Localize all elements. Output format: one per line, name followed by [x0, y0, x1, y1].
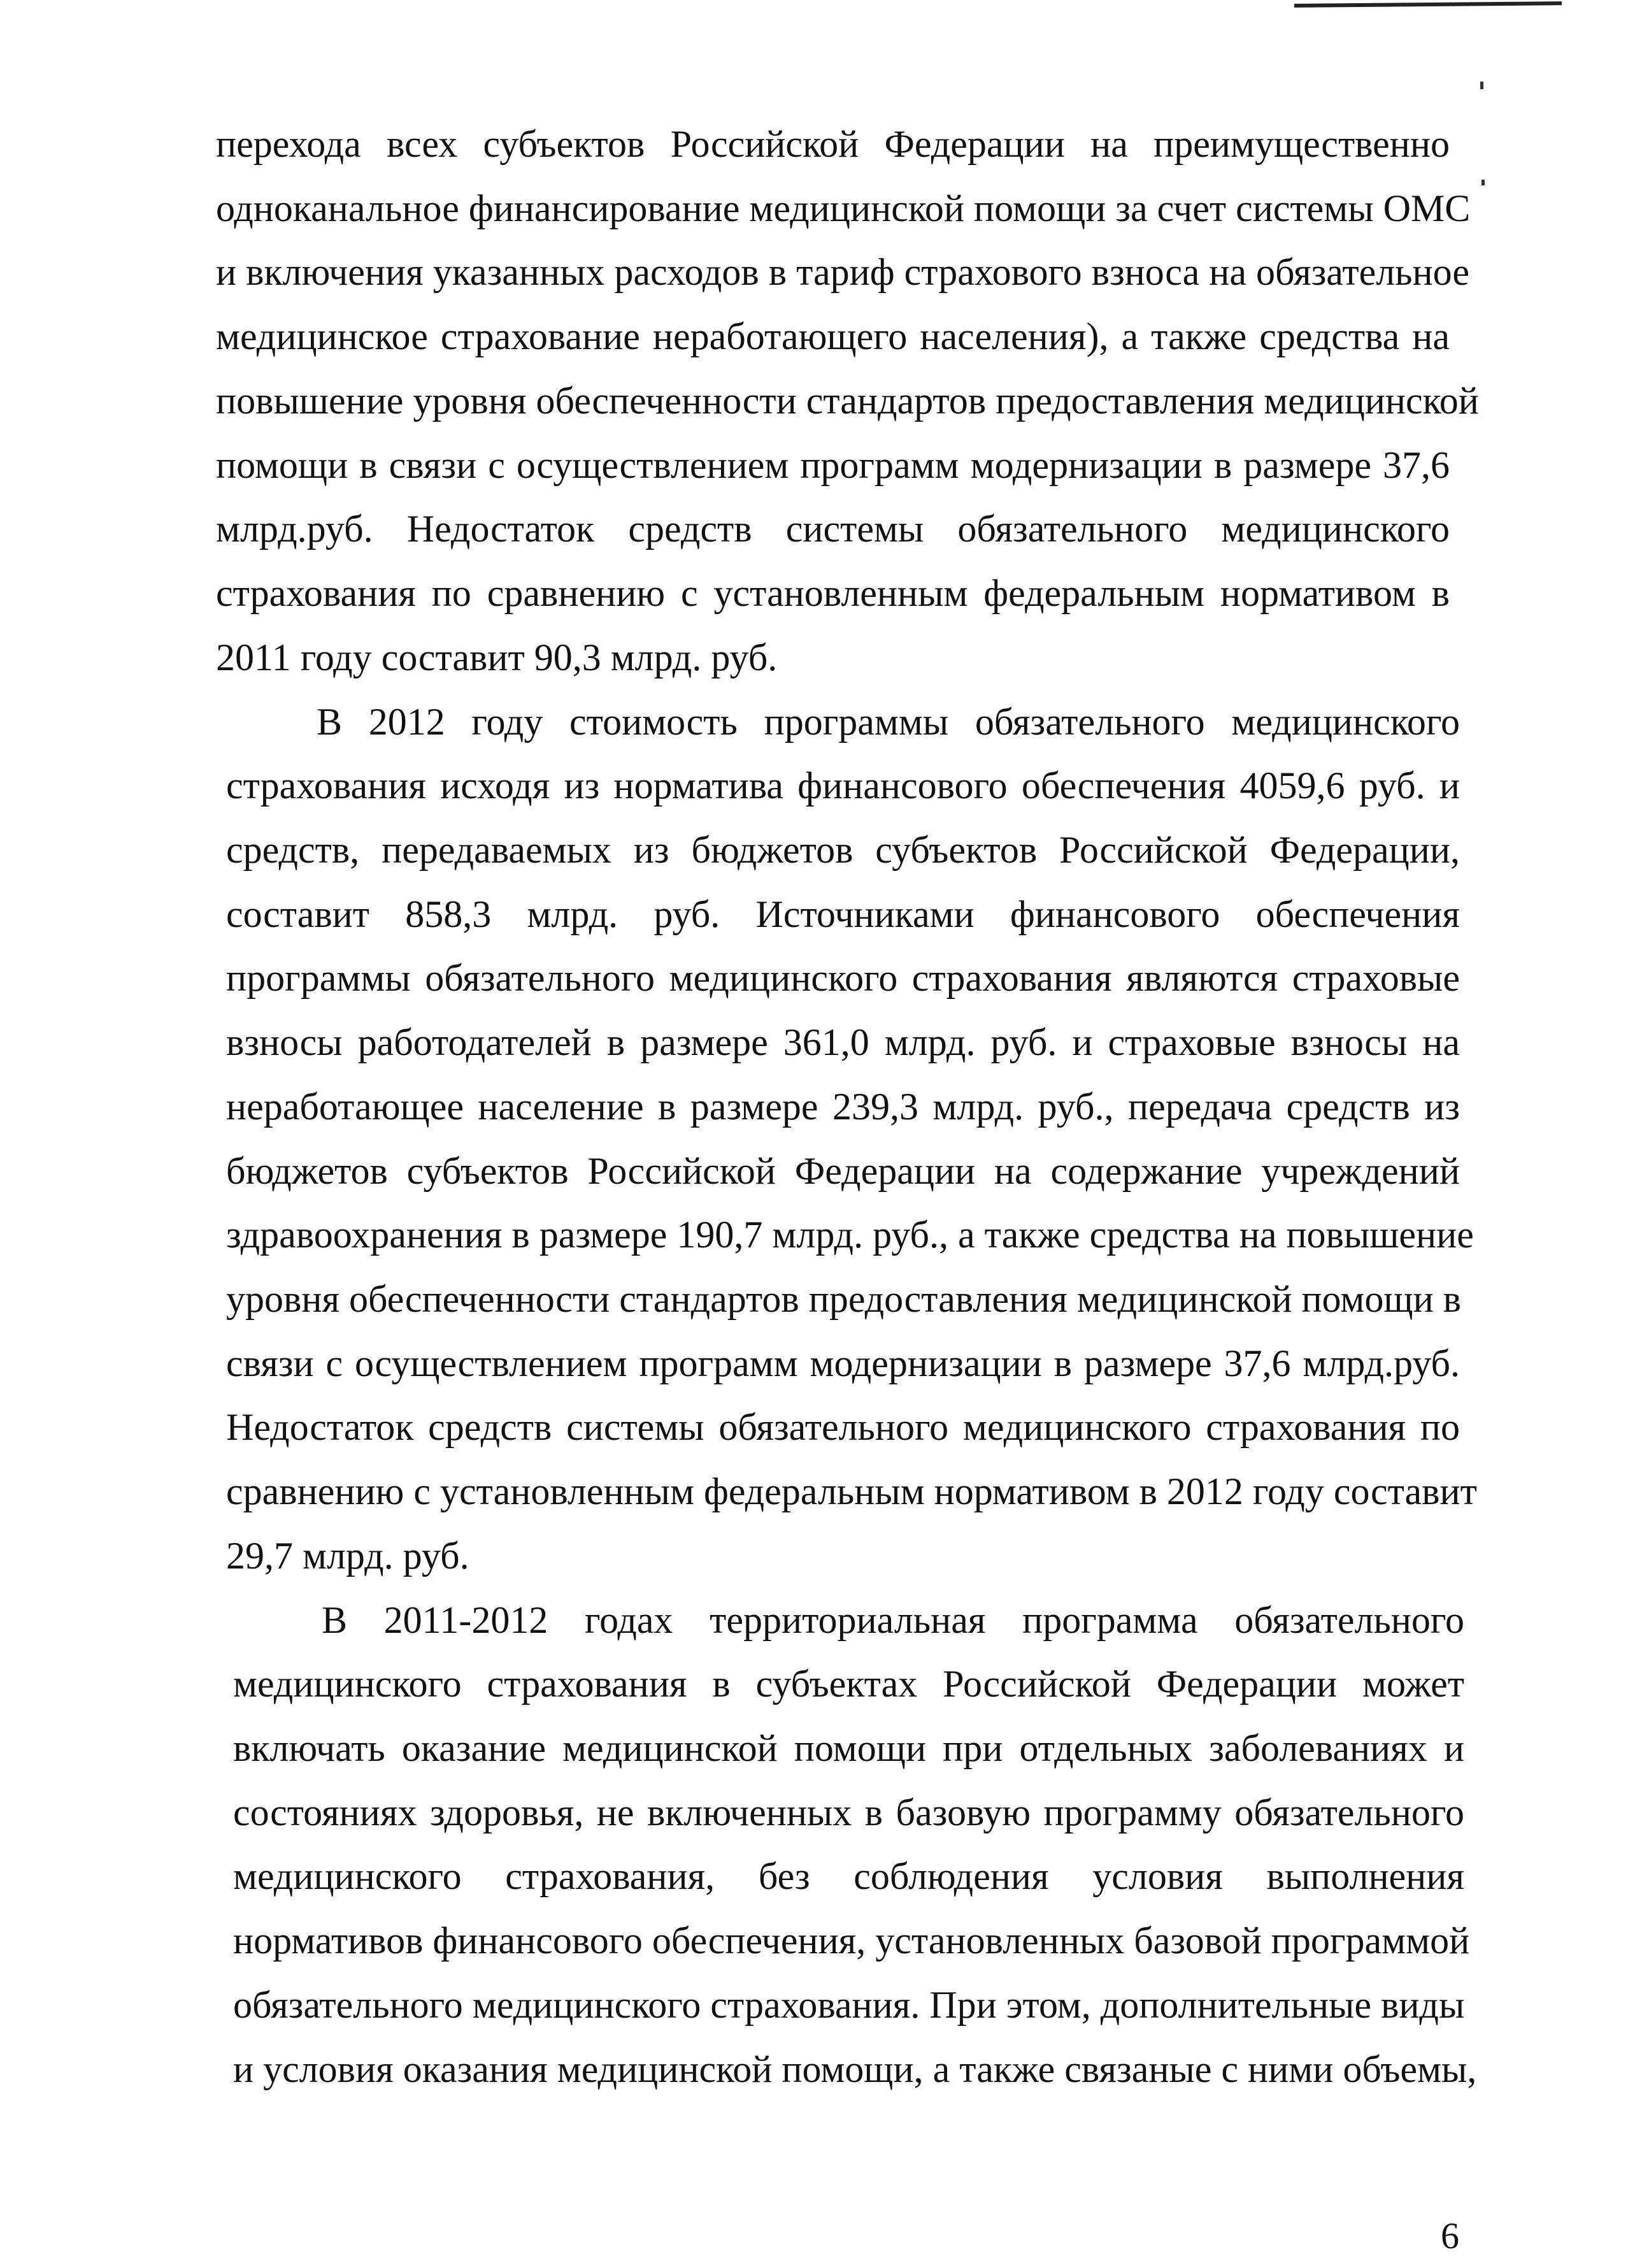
text-line: программы обязательного медицинского страхования являются страховые: [226, 957, 1460, 999]
scan-edge-line: [1294, 1, 1562, 8]
text-line: и включения указанных расходов в тариф страхового взноса на обязательное: [216, 251, 1470, 293]
text-line: состояниях здоровья, не включенных в базовую программу обязательного: [233, 1791, 1464, 1834]
text-line: сравнению с установленным федеральным нормативом в 2012 году составит: [226, 1470, 1477, 1512]
text-line: нормативов финансового обеспечения, установленных базовой программой: [233, 1920, 1470, 1962]
text-line: повышение уровня обеспеченности стандартов предоставления медицинской: [216, 380, 1479, 422]
text-line: Недостаток средств системы обязательного медицинского страхования по: [226, 1406, 1460, 1448]
text-line: связи с осуществлением программ модернизации в размере 37,6 млрд.руб.: [226, 1342, 1460, 1384]
text-line: и условия оказания медицинской помощи, а также связаные с ними объемы,: [233, 2048, 1477, 2090]
text-line: перехода всех субъектов Российской Федерации на преимущественно: [216, 123, 1450, 165]
text-line: здравоохранения в размере 190,7 млрд. руб., а также средства на повышение: [226, 1214, 1474, 1256]
text-line: одноканальное финансирование медицинской помощи за счет системы ОМС: [216, 187, 1471, 229]
text-line: бюджетов субъектов Российской Федерации на содержание учреждений: [226, 1150, 1460, 1192]
text-line: В 2012 году стоимость программы обязательного медицинского: [317, 701, 1460, 743]
text-line: неработающее население в размере 239,3 млрд. руб., передача средств из: [226, 1086, 1460, 1128]
text-line: страхования исходя из норматива финансового обеспечения 4059,6 руб. и: [226, 764, 1460, 807]
text-line: 29,7 млрд. руб.: [226, 1535, 469, 1577]
text-line: составит 858,3 млрд. руб. Источниками финансового обеспечения: [226, 893, 1460, 935]
scan-speck: [1480, 82, 1483, 89]
text-line: В 2011-2012 годах территориальная программа обязательного: [322, 1599, 1464, 1641]
text-line: медицинское страхование неработающего населения), а также средства на: [216, 315, 1450, 357]
text-line: медицинского страхования, без соблюдения условия выполнения: [233, 1855, 1464, 1897]
page-number: 6: [1441, 2215, 1459, 2257]
text-line: взносы работодателей в размере 361,0 млрд. руб. и страховые взносы на: [226, 1021, 1460, 1063]
text-line: уровня обеспеченности стандартов предоставления медицинской помощи в: [226, 1278, 1462, 1320]
text-line: помощи в связи с осуществлением программ модернизации в размере 37,6: [216, 444, 1450, 486]
text-line: средств, передаваемых из бюджетов субъектов Российской Федерации,: [226, 829, 1460, 871]
text-line: включать оказание медицинской помощи при отдельных заболеваниях и: [233, 1727, 1464, 1769]
text-line: млрд.руб. Недостаток средств системы обязательного медицинского: [216, 508, 1450, 550]
text-line: обязательного медицинского страхования. При этом, дополнительные виды: [233, 1984, 1465, 2026]
scan-speck: [1482, 180, 1485, 185]
text-line: страхования по сравнению с установленным федеральным нормативом в: [216, 572, 1450, 614]
text-line: 2011 году составит 90,3 млрд. руб.: [216, 636, 778, 678]
text-line: медицинского страхования в субъектах Российской Федерации может: [233, 1663, 1464, 1705]
